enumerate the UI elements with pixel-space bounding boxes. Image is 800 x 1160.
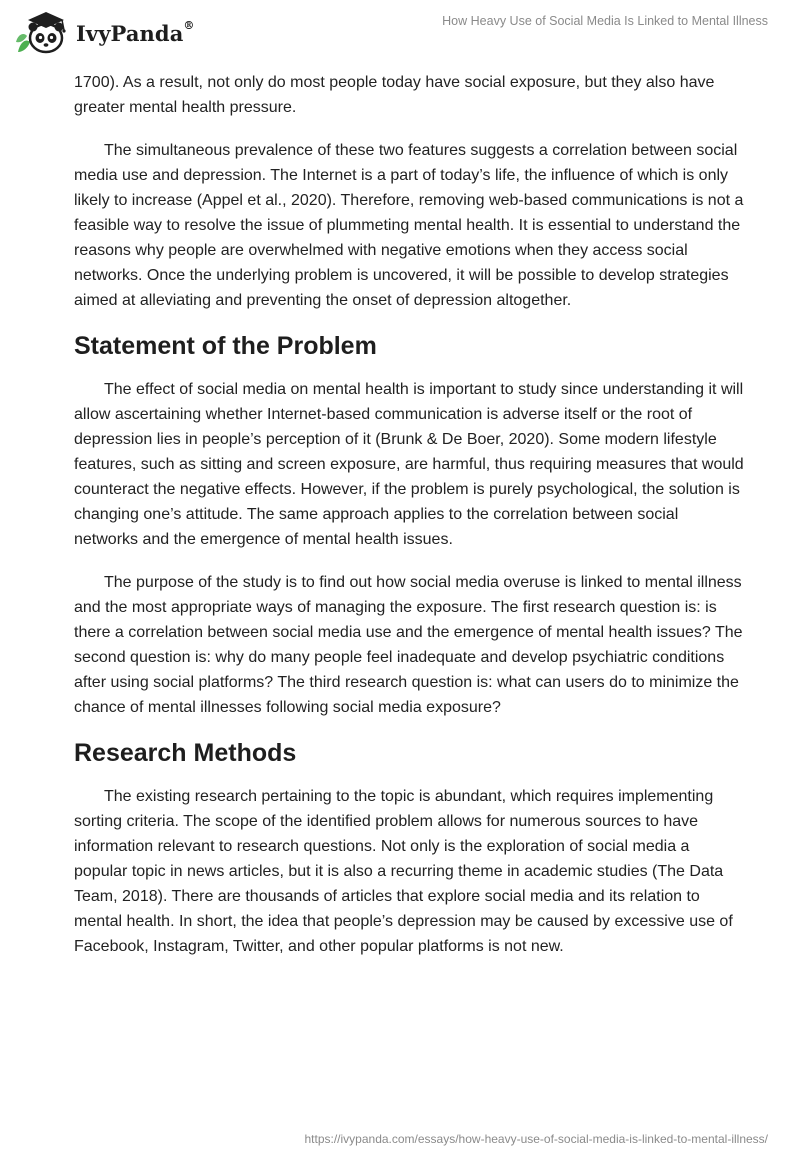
brand-text: IvyPanda [76, 20, 184, 46]
registered-mark: ® [183, 18, 195, 32]
heading-research-methods: Research Methods [74, 739, 297, 767]
document-title: How Heavy Use of Social Media Is Linked to Mental Illness [442, 14, 768, 28]
ivypanda-logo[interactable] [14, 8, 195, 58]
paragraph-correlation: The simultaneous prevalence of these two features suggests a correlation between social media use and depression. The Internet is a part of today’s life, the influence of which is only likely to increase (Appel et al., 2020). Therefore, removing web-based communications is not a feasible way to resolve the issue of plummeting mental health. It is essential to understand the reasons why people are overwhelmed with negative emotions when they access social networks. Once the underlying problem is uncovered, it will be possible to develop strategies aimed at alleviating and preventing the onset of depression altogether. [74, 142, 744, 309]
panda-graduate-icon [14, 8, 70, 58]
paragraph-effect: The effect of social media on mental health is important to study since understanding it will allow ascertaining whether Internet-based communication is adverse itself or the root of depression lies in people’s perception of it (Brunk & De Boer, 2020). Some modern lifestyle features, such as sitting and screen exposure, are harmful, thus requiring measures that would counteract the negative effects. However, if the problem is purely psychological, the solution is changing one’s attitude. The same approach applies to the correlation between social networks and the emergence of mental health issues. [74, 381, 744, 548]
source-url[interactable]: https://ivypanda.com/essays/how-heavy-use-of-social-media-is-linked-to-mental-illness/ [304, 1132, 768, 1146]
page-header [0, 0, 800, 66]
paragraph-purpose: The purpose of the study is to find out how social media overuse is linked to mental illness and the most appropriate ways of managing the exposure. The first research question is: is there a correlation between social media use and the emergence of mental health issues? The second question is: why do many people feel inadequate and develop psychiatric conditions after using social platforms? The third research question is: what can users do to minimize the chance of mental illnesses following social media exposure? [74, 574, 743, 716]
paragraph-existing-research: The existing research pertaining to the topic is abundant, which requires implementing sorting criteria. The scope of the identified problem allows for numerous sources to have information relevant to research questions. Not only is the exploration of social media a popular topic in news articles, but it is also a recurring theme in academic studies (The Data Team, 2018). There are thousands of articles that explore social media and its relation to mental health. In short, the idea that people’s depression may be caused by excessive use of Facebook, Instagram, Twitter, and other popular platforms is not new. [74, 788, 733, 955]
heading-statement-of-problem: Statement of the Problem [74, 332, 377, 360]
brand-name [76, 18, 195, 46]
paragraph-continuation: 1700). As a result, not only do most people today have social exposure, but they also have greater mental health pressure. [74, 74, 715, 116]
essay-content [74, 70, 744, 977]
